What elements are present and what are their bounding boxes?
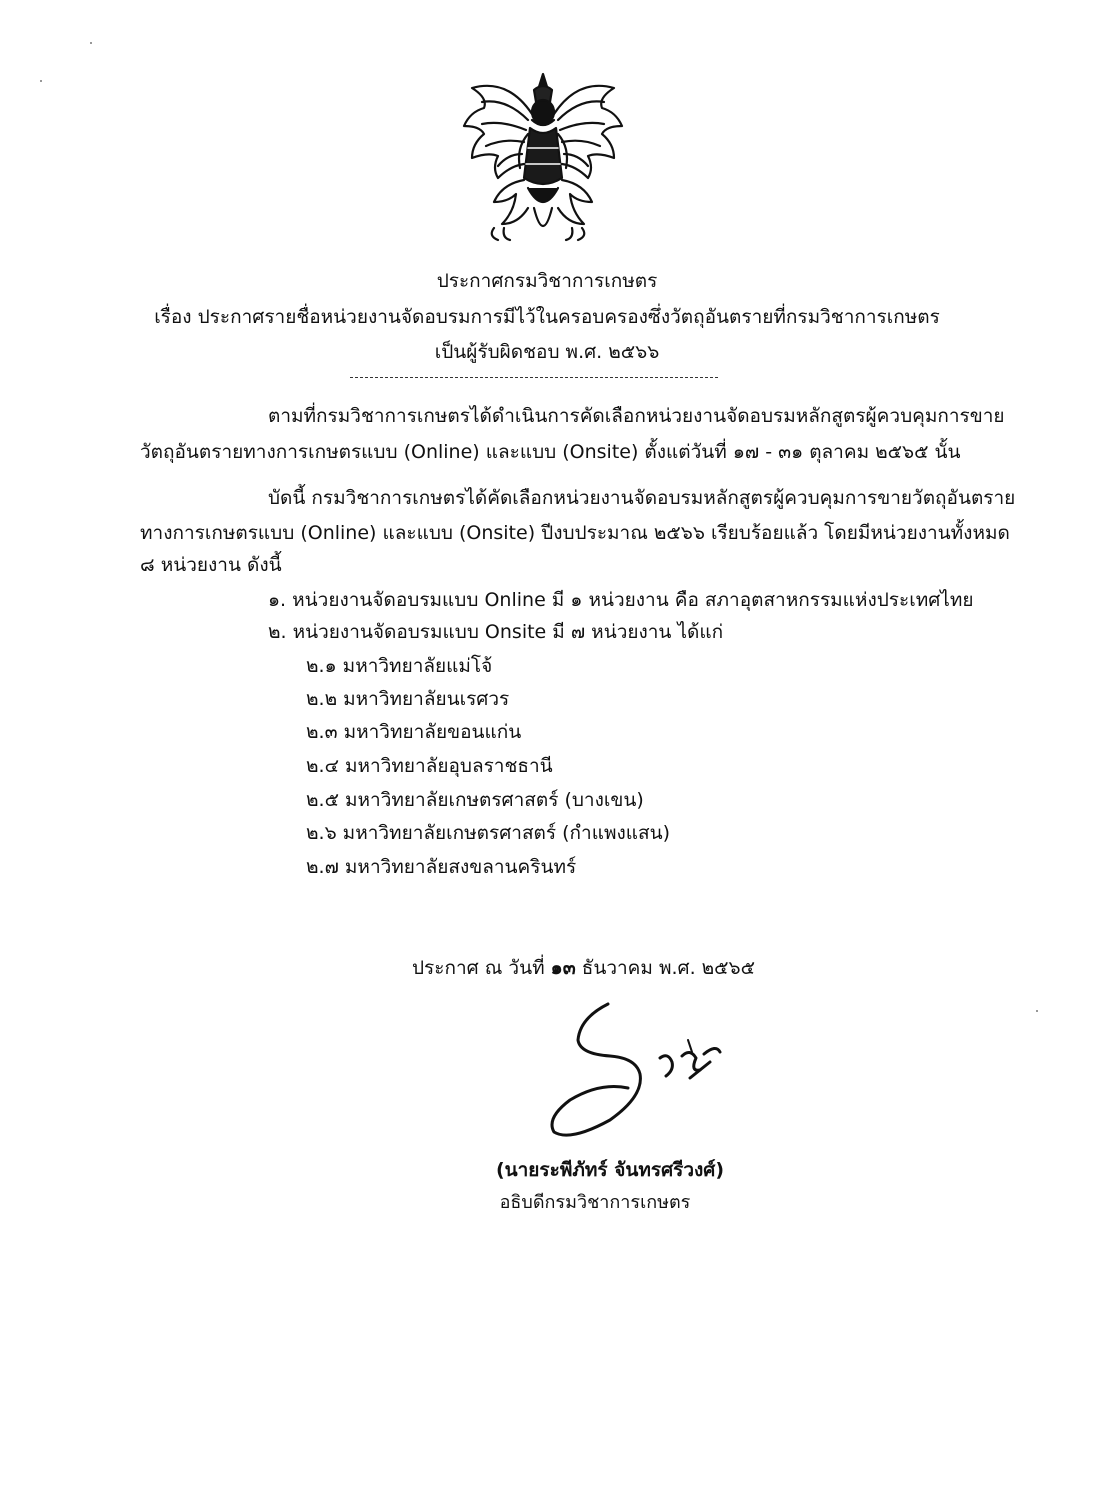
announcement-date [412, 954, 755, 982]
subject-line: เรื่อง ประกาศรายชื่อหน่วยงานจัดอบรมการมีไว้ในครอบครองซึ่งวัตถุอันตรายที่กรมวิชาการเกษตร [154, 306, 940, 328]
paragraph1-line2: วัตถุอันตรายทางการเกษตรแบบ (Online) และแบบ (Onsite) ตั้งแต่วันที่ ๑๗ - ๓๑ ตุลาคม ๒๕๖๕ นั้น [140, 441, 961, 463]
title-divider [350, 377, 718, 378]
paragraph2-line3: ๘ หน่วยงาน ดังนี้ [140, 554, 282, 576]
list-item: ๒.๔ มหาวิทยาลัยอุบลราชธานี [306, 755, 553, 777]
scan-speck [40, 80, 42, 82]
date-day: ๑๓ [550, 957, 576, 979]
announcement-title: ประกาศกรมวิชาการเกษตร [436, 270, 658, 292]
list-item: ๒.๑ มหาวิทยาลัยแม่โจ้ [306, 655, 493, 677]
date-month-year: ธันวาคม พ.ศ. ๒๕๖๕ [581, 957, 755, 979]
signer-title: อธิบดีกรมวิชาการเกษตร [499, 1192, 691, 1213]
signer-name: (นายระพีภัทร์ จันทรศรีวงศ์) [495, 1159, 725, 1181]
paragraph2-line2: ทางการเกษตรแบบ (Online) และแบบ (Onsite) ปีงบประมาณ ๒๕๖๖ เรียบร้อยแล้ว โดยมีหน่วยงานทั้งหมด [140, 522, 1010, 544]
garuda-emblem-icon [458, 68, 628, 248]
list-item: ๒.๗ มหาวิทยาลัยสงขลานครินทร์ [306, 856, 577, 878]
list-item-onsite: ๒. หน่วยงานจัดอบรมแบบ Onsite มี ๗ หน่วยงาน ได้แก่ [268, 621, 724, 643]
date-prefix: ประกาศ ณ วันที่ [412, 957, 545, 979]
list-item: ๒.๖ มหาวิทยาลัยเกษตรศาสตร์ (กำแพงแสน) [306, 822, 671, 844]
list-item: ๒.๒ มหาวิทยาลัยนเรศวร [306, 688, 510, 710]
list-item-online: ๑. หน่วยงานจัดอบรมแบบ Online มี ๑ หน่วยงาน คือ สภาอุตสาหกรรมแห่งประเทศไทย [268, 589, 974, 611]
subject-line-2: เป็นผู้รับผิดชอบ พ.ศ. ๒๕๖๖ [434, 341, 660, 363]
list-item: ๒.๕ มหาวิทยาลัยเกษตรศาสตร์ (บางเขน) [306, 789, 644, 811]
paragraph1-line1: ตามที่กรมวิชาการเกษตรได้ดำเนินการคัดเลือกหน่วยงานจัดอบรมหลักสูตรผู้ควบคุมการขาย [268, 405, 1005, 427]
paragraph2-line1: บัดนี้ กรมวิชาการเกษตรได้คัดเลือกหน่วยงานจัดอบรมหลักสูตรผู้ควบคุมการขายวัตถุอันตราย [268, 487, 1016, 509]
handwritten-signature-icon [540, 992, 760, 1162]
scan-speck [90, 42, 92, 44]
scan-speck [1036, 1010, 1038, 1012]
list-item: ๒.๓ มหาวิทยาลัยขอนแก่น [306, 721, 522, 743]
